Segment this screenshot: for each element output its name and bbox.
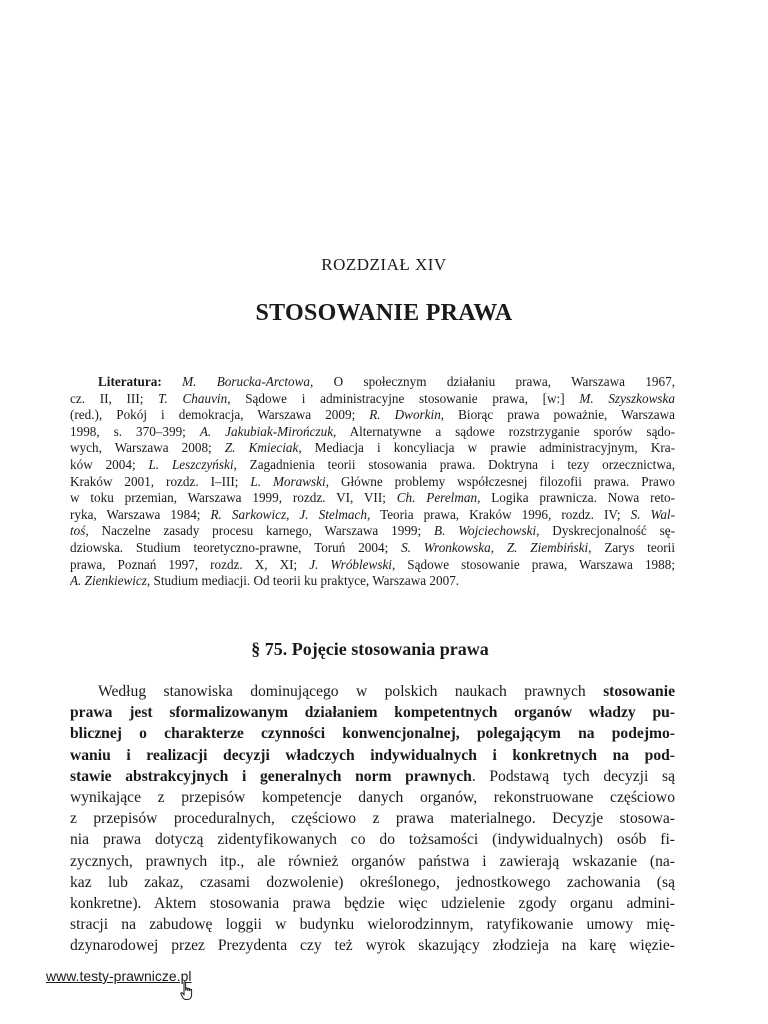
text-run: , Dyskrecjonalność sę- (536, 523, 675, 539)
literature-line (70, 407, 675, 424)
text-run: kaz lub zakaz, czasami dozwolenie) określonego, jednostkowego zachowania (są (70, 873, 675, 891)
literature-line (70, 557, 675, 574)
bold-text: stosowanie (603, 683, 675, 700)
text-run: , Zagadnienia teorii stosowania prawa. Doktryna i tezy orzecznictwa, (233, 456, 675, 472)
text-run: . Podstawą tych decyzji są (471, 767, 675, 785)
body-line (70, 829, 675, 850)
body-paragraph (70, 681, 675, 956)
text-run: , O społecznym działaniu prawa, Warszawa 1967, (309, 374, 675, 389)
text-run: Według stanowiska dominującego w polskich naukach prawnych (98, 683, 604, 700)
text-run: dzynarodowej przez Prezydenta czy też wyrok skazujący złodzieja na karę więzie- (70, 937, 675, 955)
text-run: Kraków 2001, rozdz. I–III; (70, 473, 251, 489)
italic-text: A. Jakubiak-Mirończuk (199, 423, 334, 439)
text-run: prawa, Poznań 1997, rozdz. X, XI; (70, 556, 310, 572)
literature-line (70, 540, 675, 557)
bold-text: stawie abstrakcyjnych i generalnych norm prawnych (70, 767, 472, 785)
bold-text: Literatura: (98, 374, 162, 389)
literature-line (70, 490, 675, 507)
literature-paragraph (70, 374, 675, 590)
body-line (70, 723, 675, 744)
italic-text: S. Wal- (630, 506, 675, 522)
text-run: wych, Warszawa 2008; (70, 440, 225, 456)
text-run: wynikające z przepisów kompetencje danych organów, rekonstruowane częściowo (70, 788, 675, 806)
italic-text: S. Wronkowska, Z. Ziembiński (401, 539, 589, 555)
text-run: cz. II, III; (70, 390, 159, 406)
italic-text: M. Borucka-Arctowa (182, 374, 310, 389)
text-run: nia prawa dotyczą zidentyfikowanych co do tożsamości (indywidualnych) osób fi- (70, 831, 675, 849)
italic-text: B. Wojciechowski (434, 523, 537, 539)
body-line (70, 935, 675, 956)
text-run: ków 2004; (70, 456, 149, 472)
body-line (70, 851, 675, 872)
chapter-label: ROZDZIAŁ XIV (321, 255, 447, 274)
text-run: konkretne). Aktem stosowania prawa będzie więc udzielenie zgody organu admini- (70, 894, 675, 912)
text-run: , Biorąc prawa poważnie, Warszawa (440, 407, 675, 423)
text-run: , Teoria prawa, Kraków 1996, rozdz. IV; (366, 506, 631, 522)
text-run: ryka, Warszawa 1984; (70, 506, 211, 522)
literature-line (70, 424, 675, 441)
body-line (70, 766, 675, 787)
italic-text: L. Leszczyński (148, 456, 234, 472)
bold-text: waniu i realizacji decyzji władczych indywidualnych i konkretnych na pod- (70, 746, 675, 764)
italic-text: T. Chauvin (158, 390, 228, 406)
section-title: § 75. Pojęcie stosowania prawa (251, 639, 489, 659)
text-run: dziowska. Studium teoretyczno-prawne, Toruń 2004; (70, 539, 402, 555)
bold-text: prawa jest sformalizowanym działaniem kompetentnych organów władzy pu- (70, 704, 675, 722)
literature-line (70, 440, 675, 457)
text-run: , Sądowe stosowanie prawa, Warszawa 1988; (391, 556, 675, 572)
literature-line (70, 523, 675, 540)
chapter-title: STOSOWANIE PRAWA (255, 300, 513, 326)
text-run: , Naczelne zasady procesu karnego, Warszawa 1999; (85, 523, 435, 539)
hand-pointer-icon (180, 981, 194, 1001)
text-run: , Alternatywne a sądowe rozstrzyganie sporów sądo- (333, 423, 675, 439)
literature-line (70, 374, 675, 391)
italic-text: R. Sarkowicz, J. Stelmach (210, 506, 367, 522)
text-run: w toku przemian, Warszawa 1999, rozdz. VI, VII; (70, 490, 397, 506)
text-run: , Główne problemy współczesnej filozofii prawa. Prawo (325, 473, 675, 489)
italic-text: A. Zienkiewicz (70, 573, 147, 589)
text-run: , Logika prawnicza. Nowa reto- (477, 490, 675, 506)
text-run: , Studium mediacji. Od teorii ku praktyce, Warszawa 2007. (146, 573, 460, 589)
literature-line (70, 474, 675, 491)
text-run: 1998, s. 370–399; (70, 423, 200, 439)
italic-text: L. Morawski (250, 473, 326, 489)
italic-text: Ch. Perelman (396, 490, 478, 506)
body-line (70, 702, 675, 723)
body-line (70, 808, 675, 829)
literature-line (70, 391, 675, 408)
text-run: , Sądowe i administracyjne stosowanie prawa, [w:] (227, 390, 580, 406)
body-line (70, 745, 675, 766)
literature-line (70, 573, 675, 590)
body-line (70, 872, 675, 893)
italic-text: M. Szyszkowska (579, 390, 675, 406)
bold-text: blicznej o charakterze czynności konwencjonalnej, polegającym na podejmo- (70, 725, 675, 743)
text-run: zycznych, prawnych itp., ale również organów państwa i zawierają wskazanie (na- (70, 852, 675, 870)
body-line (70, 893, 675, 914)
text-run: , Zarys teorii (588, 539, 675, 555)
text-run: (red.), Pokój i demokracja, Warszawa 2009; (70, 407, 370, 423)
text-run: z przepisów proceduralnych, częściowo z prawa materialnego. Decyzje stosowa- (70, 810, 675, 828)
italic-text: Z. Kmieciak (224, 440, 299, 456)
italic-text: toś (70, 523, 86, 539)
literature-line (70, 507, 675, 524)
body-line (70, 914, 675, 935)
footer-website-link[interactable]: www.testy-prawnicze.pl (46, 968, 192, 984)
literature-line (70, 457, 675, 474)
text-run (162, 374, 182, 389)
text-run: , Mediacja i koncyliacja w prawie administracyjnym, Kra- (298, 440, 675, 456)
body-line (70, 681, 675, 702)
text-run: stracji na zabudowę loggii w budynku wielorodzinnym, ratyfikowanie umowy mię- (70, 916, 675, 934)
italic-text: J. Wróblewski (309, 556, 392, 572)
body-line (70, 787, 675, 808)
italic-text: R. Dworkin (369, 407, 441, 423)
